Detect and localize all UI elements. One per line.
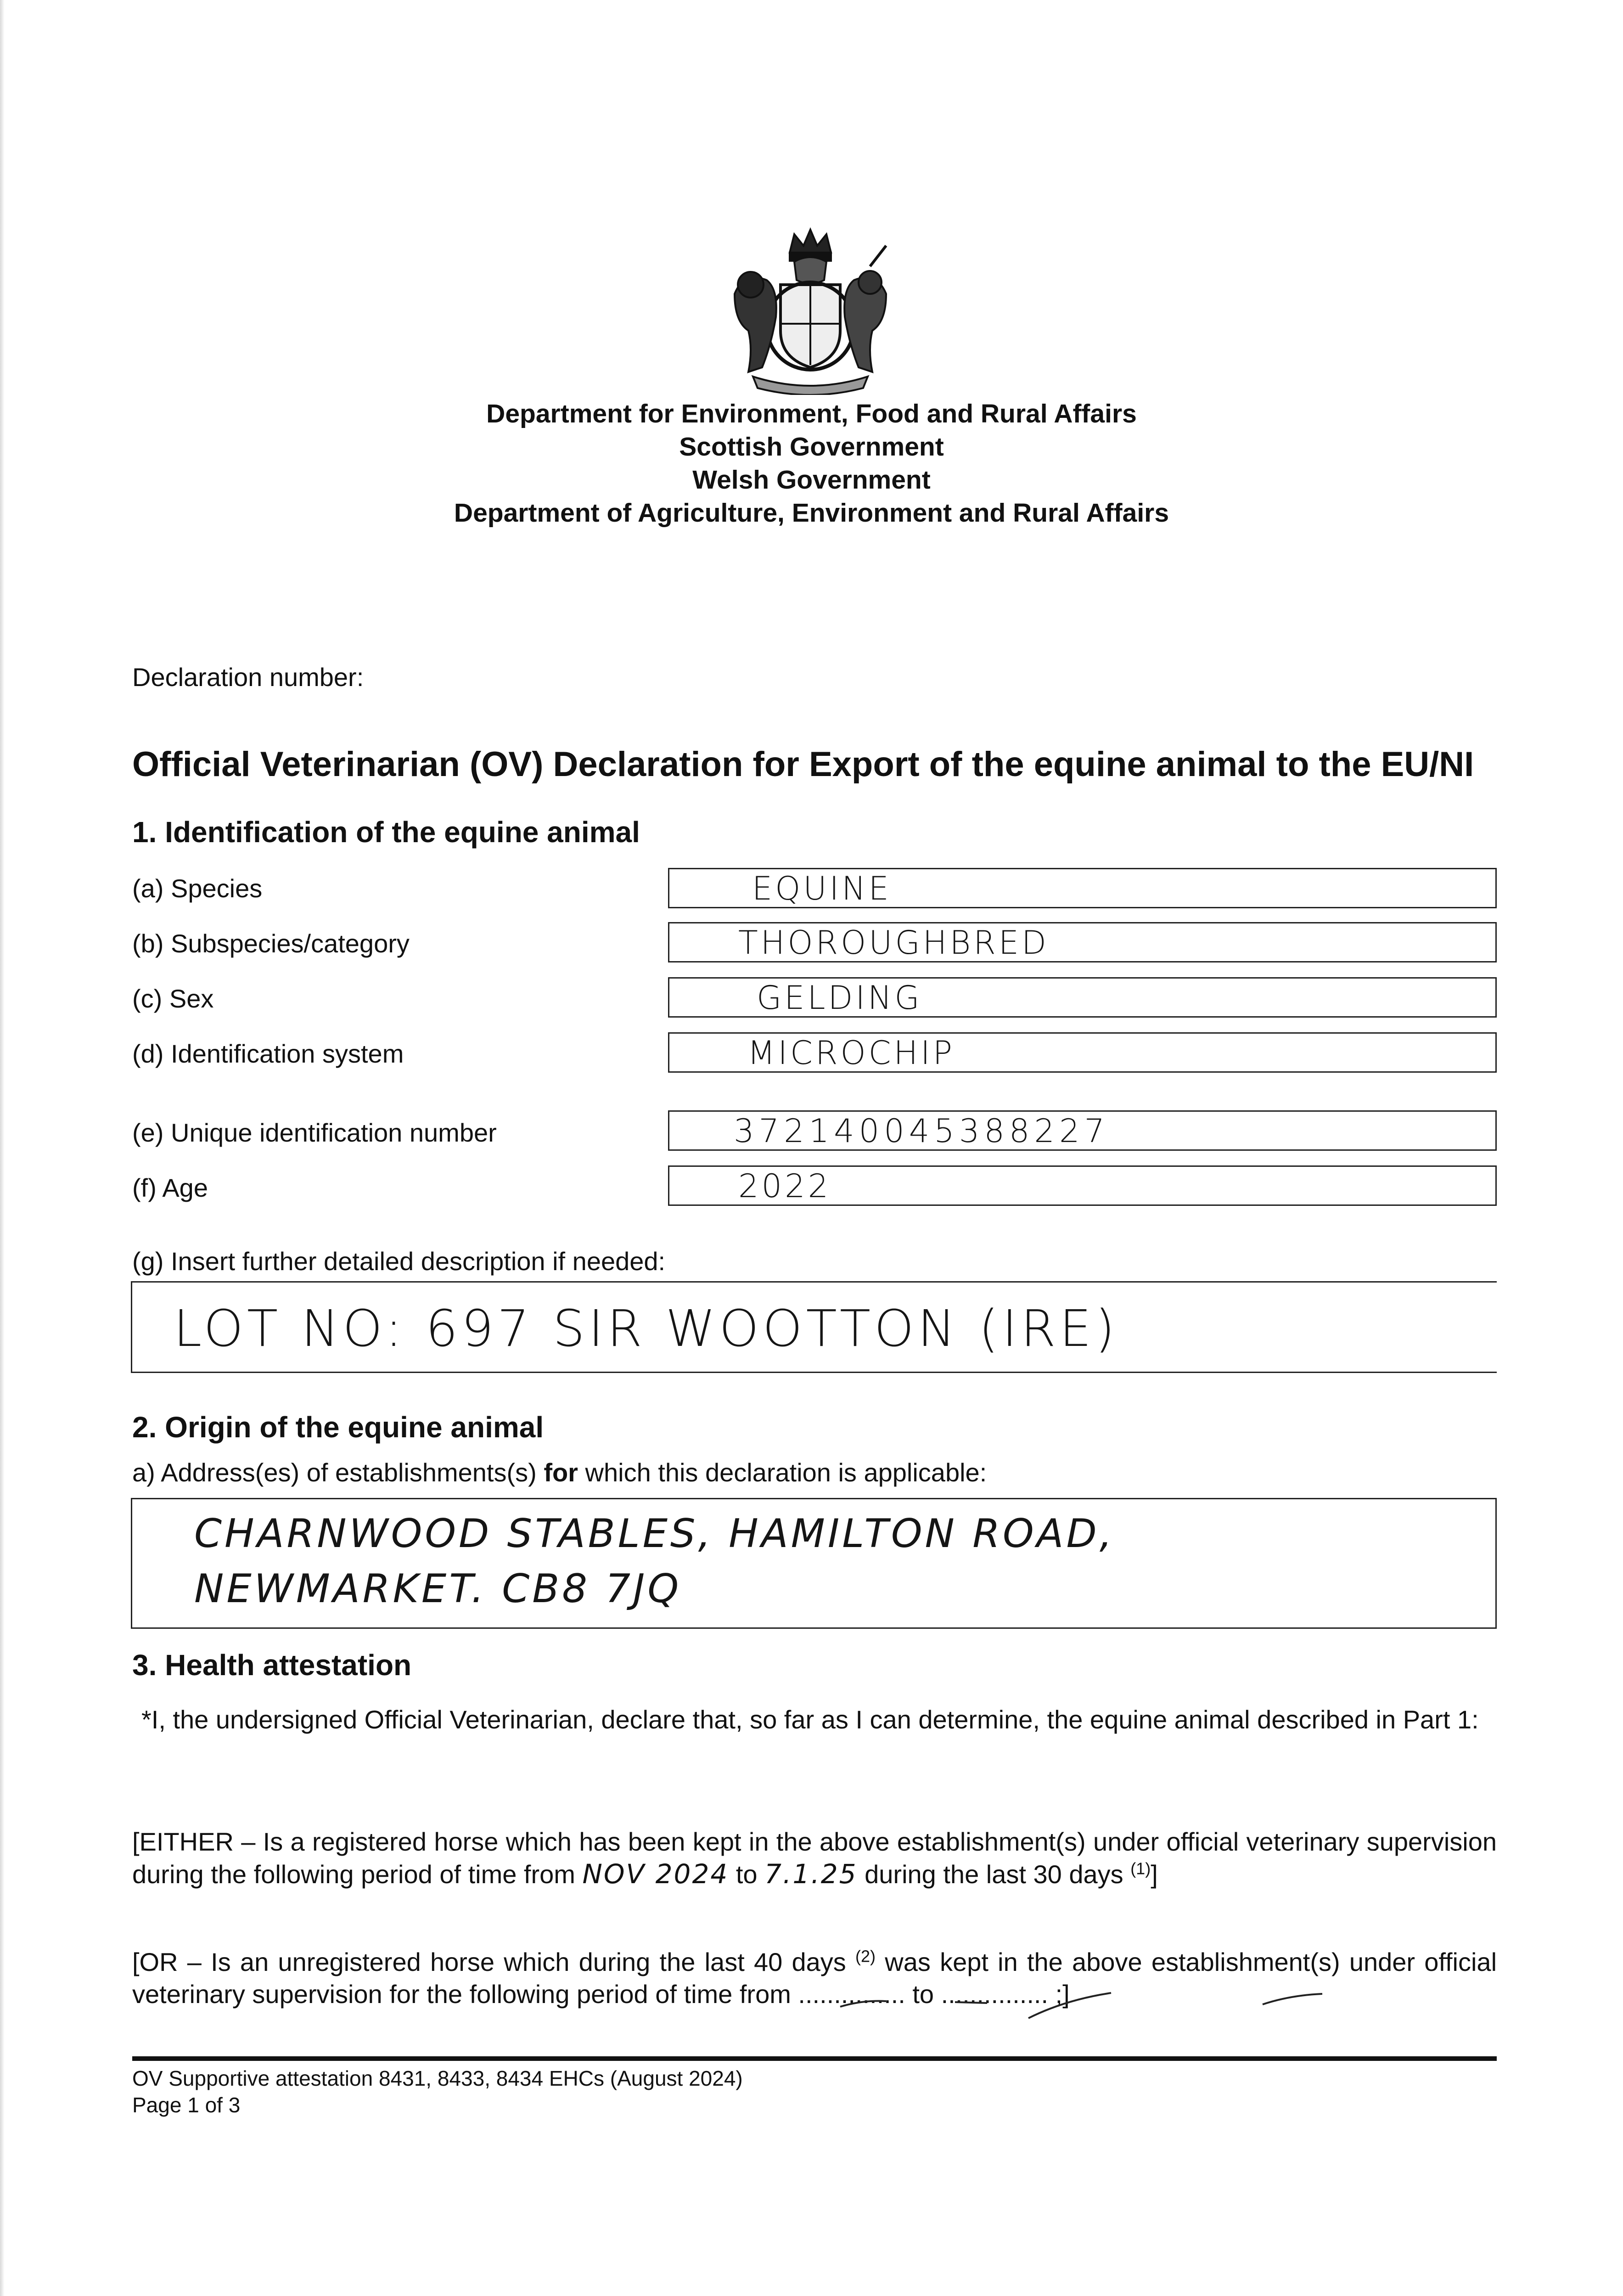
footnote-1-marker: (1)	[1130, 1859, 1151, 1878]
identification-system-value: MICROCHIP	[747, 1034, 955, 1072]
section-3-heading: 3. Health attestation	[132, 1649, 412, 1682]
royal-coat-of-arms-icon	[725, 220, 895, 395]
unique-id-field[interactable]	[668, 1110, 1497, 1151]
species-label: (a) Species	[132, 874, 263, 903]
strike-through-mark	[826, 1975, 1331, 2030]
species-field[interactable]	[668, 868, 1497, 908]
identification-system-field[interactable]	[668, 1032, 1497, 1073]
either-from-date[interactable]: NOV 2024	[582, 1858, 729, 1890]
address-label-post: which this declaration is applicable:	[578, 1458, 987, 1487]
description-label: (g) Insert further detailed description if needed:	[132, 1247, 666, 1276]
attestation-intro: *I, the undersigned Official Veterinarian, declare that, so far as I can determine, the equine animal described in Part 1:	[141, 1705, 1479, 1734]
footer-divider	[132, 2056, 1497, 2061]
address-label-bold: for	[544, 1458, 578, 1487]
authority-line: Scottish Government	[679, 432, 944, 461]
unique-id-label: (e) Unique identification number	[132, 1118, 497, 1147]
sex-value: GELDING	[757, 979, 922, 1017]
address-field[interactable]	[131, 1498, 1497, 1629]
subspecies-label: (b) Subspecies/category	[132, 929, 410, 958]
description-field[interactable]	[131, 1281, 1497, 1373]
subspecies-value: THOROUGHBRED	[738, 924, 1049, 962]
scan-edge-shadow	[0, 0, 5, 2296]
age-label: (f) Age	[132, 1173, 208, 1202]
authority-line: Department of Agriculture, Environment and Rural Affairs	[454, 498, 1169, 528]
or-text: [OR – Is an unregistered horse which during the last 40 days	[132, 1947, 846, 1976]
age-field[interactable]	[668, 1165, 1497, 1206]
either-text: [EITHER – Is a registered horse which has been kept in the above establishment(s) under official veterinary supervision during the following period of time from	[132, 1827, 1497, 1889]
either-close: ]	[1151, 1860, 1158, 1889]
species-value: EQUINE	[752, 870, 892, 907]
description-value: LOT NO: 697 SIR WOOTTON (IRE)	[174, 1299, 1119, 1358]
section-2-heading: 2. Origin of the equine animal	[132, 1411, 544, 1444]
either-clause	[132, 1826, 1497, 1891]
sex-field[interactable]	[668, 977, 1497, 1018]
address-label-pre: a) Address(es) of establishments(s)	[132, 1458, 544, 1487]
authority-line: Department for Environment, Food and Rural Affairs	[486, 399, 1137, 428]
address-line-1: CHARNWOOD STABLES, HAMILTON ROAD,	[194, 1511, 1115, 1557]
section-1-heading: 1. Identification of the equine animal	[132, 816, 640, 849]
address-line-2: NEWMARKET. CB8 7JQ	[194, 1566, 682, 1612]
authority-line: Welsh Government	[692, 465, 931, 495]
sex-label: (c) Sex	[132, 984, 214, 1013]
footer-reference: OV Supportive attestation 8431, 8433, 8434 EHCs (August 2024)	[132, 2066, 743, 2090]
identification-system-label: (d) Identification system	[132, 1039, 404, 1068]
either-to-word: to	[736, 1860, 758, 1889]
footnote-2-marker: (2)	[855, 1947, 876, 1966]
either-text-end: during the last 30 days	[865, 1860, 1123, 1889]
unique-id-value: 372140045388227	[734, 1112, 1110, 1150]
or-text-end: was kept in the above establishment(s) under official veterinary supervision for the following period of time from ............... to ............... ;]	[132, 1947, 1497, 2009]
declaration-number-label: Declaration number:	[132, 663, 364, 692]
subspecies-field[interactable]	[668, 922, 1497, 962]
issuing-authorities	[0, 397, 1623, 529]
either-to-date[interactable]: 7.1.25	[764, 1858, 858, 1890]
page-title: Official Veterinarian (OV) Declaration for Export of the equine animal to the EU/NI	[132, 745, 1474, 784]
page-number: Page 1 of 3	[132, 2093, 241, 2117]
address-label	[132, 1457, 987, 1489]
age-value: 2022	[738, 1167, 831, 1205]
